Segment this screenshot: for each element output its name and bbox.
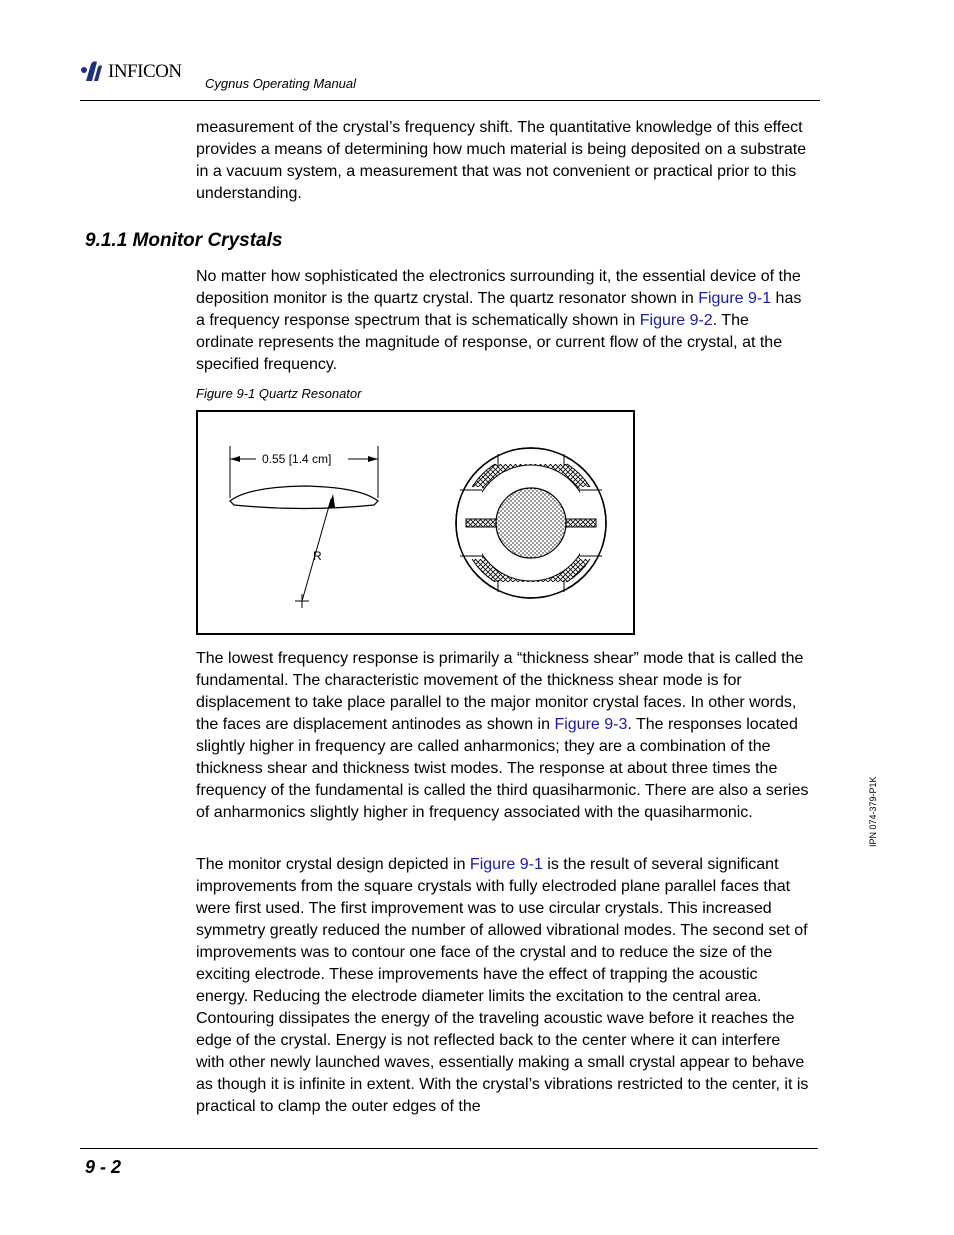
figure-9-1-link[interactable]: Figure 9-1 <box>698 290 772 307</box>
paragraph-crystal-design <box>196 854 810 1118</box>
inficon-logo <box>80 58 182 86</box>
figure-9-3-link[interactable]: Figure 9-3 <box>554 716 628 733</box>
paragraph-text: No matter how sophisticated the electronics surrounding it, the essential device of the deposition monitor is the quartz crystal. The quartz resonator shown in <box>196 268 801 307</box>
paragraph-text: The lowest frequency response is primarily a “thickness shear” mode that is called the fundamental. The characteristic movement of the thickness shear mode is for displacement to take place parallel to the major monitor crystal faces. In other words, the faces are displacement antinodes as shown in <box>196 650 804 733</box>
crystal-side-profile <box>230 486 378 509</box>
paragraph-text: has a frequency response spectrum that is schematically shown in <box>196 290 802 329</box>
page-number: 9 - 2 <box>85 1157 122 1177</box>
figure-9-1-link[interactable]: Figure 9-1 <box>469 856 543 873</box>
document-title: Cygnus Operating Manual <box>205 76 357 91</box>
intro-paragraph: measurement of the crystal’s frequency shift. The quantitative knowledge of this effect provides a means of determining how much material is being deposited on a substrate in a vacuum system, a measurement that was not convenient or practical prior to this understanding. <box>196 119 807 202</box>
electrode <box>496 488 566 558</box>
page-header <box>80 58 820 101</box>
paragraph-text: is the result of several significant improvements from the square crystals with fully electroded plane parallel faces that were first used. The first improvement was to use circular crystals. This increased symmetry greatly reduced the number of allowed vibrational modes. The second set of improvements was to contour one face of the crystal and to reduce the size of the exciting electrode. These improvements have the effect of trapping the acoustic energy. Reducing the electrode diameter limits the excitation to the central area. Contouring dissipates the energy of the traveling acoustic wave before it reaches the edge of the crystal. Energy is not reflected back to the center where it can interfere with other newly launched waves, essentially making a small crystal appear to behave as though it is infinite in extent. With the crystal’s vibrations restricted to the center, it is practical to clamp the outer edges of the <box>196 856 809 1115</box>
section-heading: 9.1.1 Monitor Crystals <box>85 230 283 251</box>
paragraph-text: . The responses located slightly higher in frequency are called anharmonics; they are a combination of the thickness shear and thickness twist modes. The response at about three times the frequency of the fundamental is called the third quasiharmonic. There are also a series of anharmonics slightly higher in frequency associated with the quasiharmonic. <box>196 716 809 821</box>
paragraph-monitor-crystals <box>196 266 810 376</box>
quartz-resonator-figure <box>196 410 635 635</box>
ipn-side-label: IPN 074-379-P1K <box>868 776 878 847</box>
figure-caption: Figure 9-1 Quartz Resonator <box>196 386 362 401</box>
paragraph-text: . The ordinate represents the magnitude of response, or current flow of the crystal, at the specified frequency. <box>196 312 783 373</box>
crystal-front-view <box>456 448 606 598</box>
radius-label: R <box>313 549 322 563</box>
dimension-label: 0.55 [1.4 cm] <box>262 452 332 466</box>
dimension-arrow-left-icon <box>230 456 240 462</box>
figure-9-2-link[interactable]: Figure 9-2 <box>639 312 713 329</box>
page-footer <box>80 1148 818 1177</box>
inficon-logo-mark-icon <box>80 59 106 85</box>
quartz-resonator-diagram <box>198 412 633 633</box>
paragraph-text: The monitor crystal design depicted in <box>196 856 470 873</box>
dimension-arrow-right-icon <box>368 456 378 462</box>
paragraph-fundamental <box>196 648 810 824</box>
brand-name: INFICON <box>108 61 182 82</box>
